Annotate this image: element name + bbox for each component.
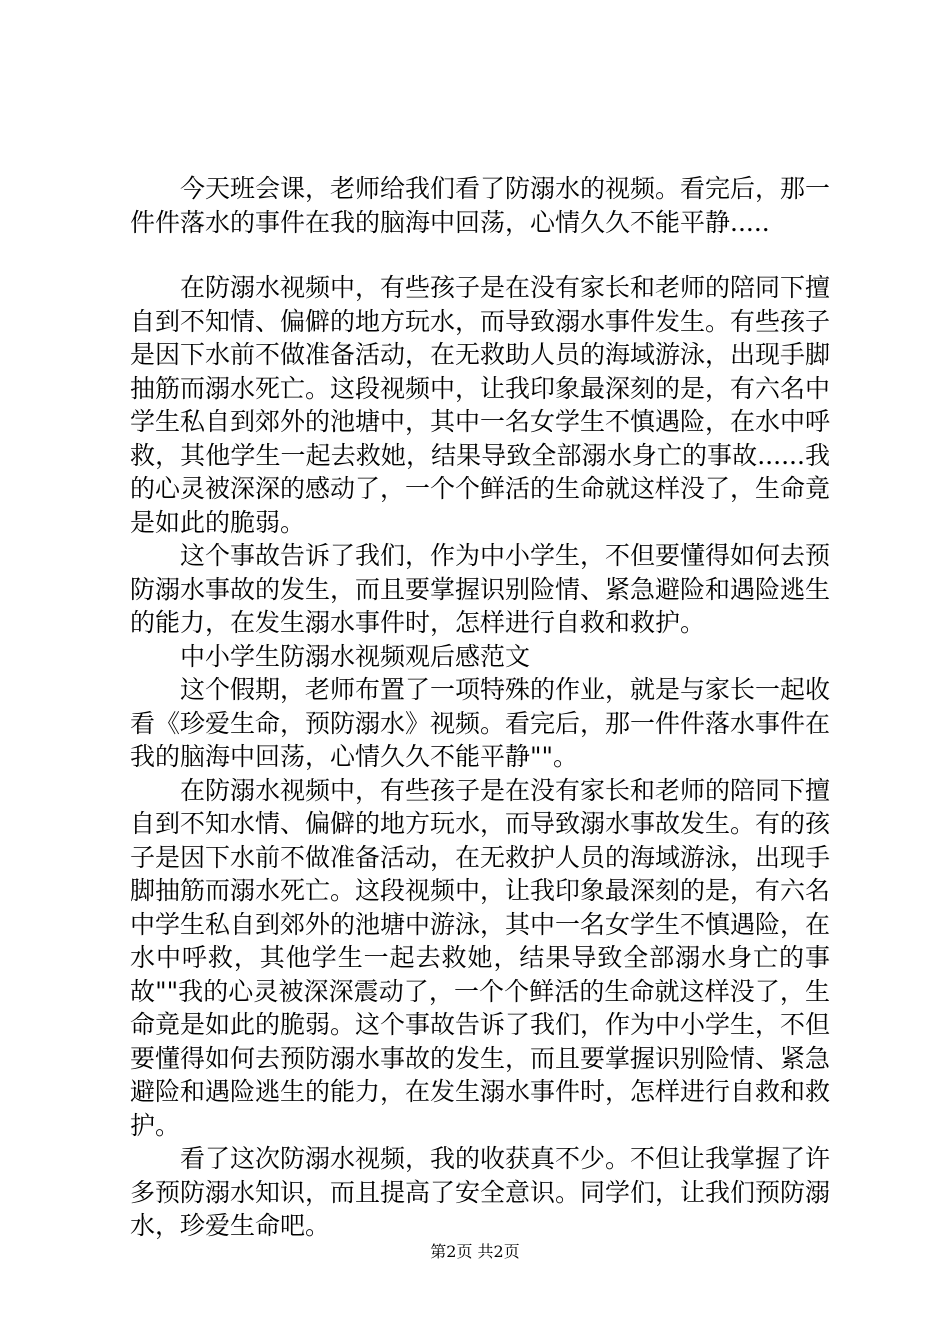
paragraph-intro: 今天班会课，老师给我们看了防溺水的视频。看完后，那一件件落水的事件在我的脑海中回荡，心情久久不能平静..... [130,174,831,237]
paragraph-video-cases-2: 在防溺水视频中，有些孩子是在没有家长和老师的陪同下擅自到不知水情、偏僻的地方玩水，而导致溺水事故发生。有的孩子是因下水前不做准备活动，在无救护人员的海域游泳，出现手脚抽筋而溺水死亡。这段视频中，让我印象最深刻的是，有六名中学生私自到郊外的池塘中游泳，其中一名女学生不慎遇险，在水中呼救，其他学生一起去救她，结果导致全部溺水身亡的事故""我的心灵被深深震动了，一个个鲜活的生命就这样没了，生命竟是如此的脆弱。这个事故告诉了我们，作为中小学生，不但要懂得如何去预防溺水事故的发生，而且要掌握识别险情、紧急避险和遇险逃生的能力，在发生溺水事件时，怎样进行自救和救护。 [130,775,831,1140]
paragraph-video-cases: 在防溺水视频中，有些孩子是在没有家长和老师的陪同下擅自到不知情、偏僻的地方玩水，而导致溺水事件发生。有些孩子是因下水前不做准备活动，在无救助人员的海域游泳，出现手脚抽筋而溺水死亡。这段视频中，让我印象最深刻的是，有六名中学生私自到郊外的池塘中，其中一名女学生不慎遇险，在水中呼救，其他学生一起去救她，结果导致全部溺水身亡的事故......我的心灵被深深的感动了，一个个鲜活的生命就这样没了，生命竟是如此的脆弱。 [130,273,831,537]
paragraph-conclusion: 看了这次防溺水视频，我的收获真不少。不但让我掌握了许多预防溺水知识，而且提高了安全意识。同学们，让我们预防溺水，珍爱生命吧。 [130,1144,831,1240]
paragraph-holiday-assignment: 这个假期，老师布置了一项特殊的作业，就是与家长一起收看《珍爱生命，预防溺水》视频。看完后，那一件件落水事件在我的脑海中回荡，心情久久不能平静""。 [130,675,831,771]
section-heading: 中小学生防溺水视频观后感范文 [180,641,531,671]
document-body [130,172,830,1243]
paragraph-lesson: 这个事故告诉了我们，作为中小学生，不但要懂得如何去预防溺水事故的发生，而且要掌握识别险情、紧急避险和遇险逃生的能力，在发生溺水事件时，怎样进行自救和救护。 [130,541,831,637]
page-footer: 第2页 共2页 [430,1242,520,1261]
